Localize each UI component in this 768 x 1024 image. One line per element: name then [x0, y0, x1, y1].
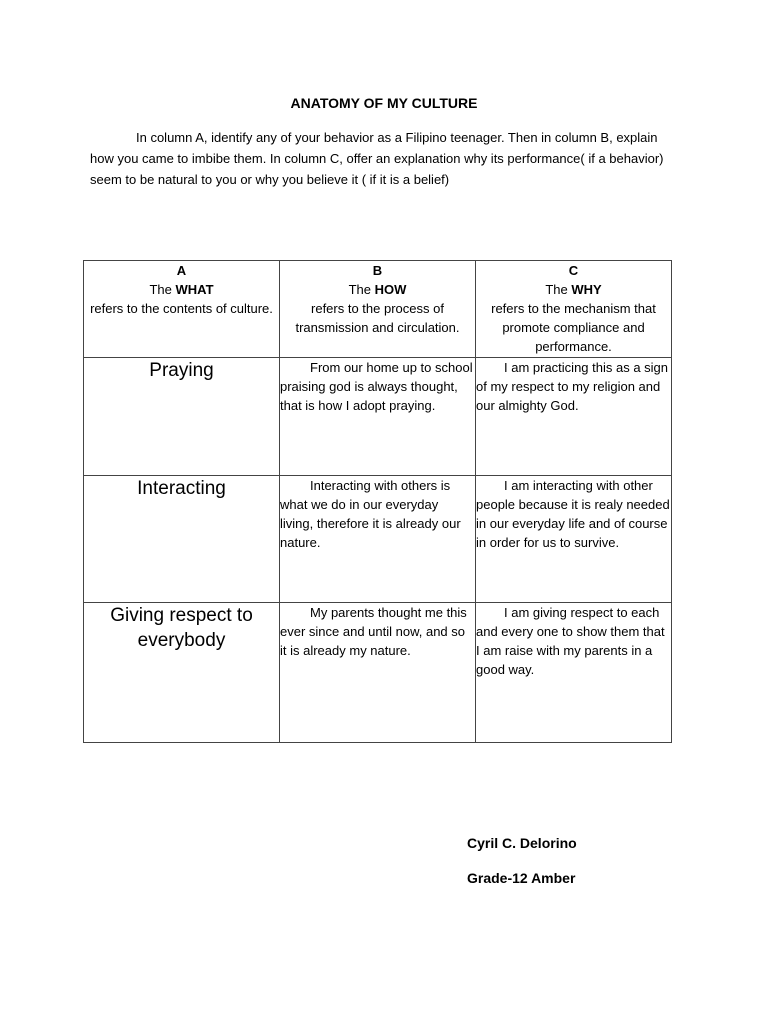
table-header-row [84, 261, 672, 358]
how-cell [280, 603, 476, 743]
why-text: I am interacting with other people because it is realy needed in our everyday life and of course in order for us to survive. [476, 478, 670, 550]
student-name: Cyril C. Delorino [467, 835, 577, 851]
what-cell: Giving respect to everybody [84, 603, 280, 743]
instructions-text: In column A, identify any of your behavior as a Filipino teenager. Then in column B, explain how you came to imbibe them. In column C, offer an explanation why its performance( if a behavior) seem to be natural to you or why you believe it ( if it is a belief) [90, 130, 664, 187]
column-keyword: WHY [571, 282, 602, 297]
header-column-a [84, 261, 280, 358]
column-letter: A [176, 263, 187, 278]
document-title: ANATOMY OF MY CULTURE [290, 95, 478, 111]
why-text: I am practicing this as a sign of my respect to my religion and our almighty God. [476, 360, 669, 413]
culture-table [83, 260, 672, 743]
how-cell [280, 476, 476, 603]
why-cell [476, 476, 672, 603]
column-description: refers to the mechanism that promote compliance and performance. [491, 301, 656, 354]
why-cell [476, 603, 672, 743]
column-keyword: HOW [374, 282, 407, 297]
table-row [84, 358, 672, 476]
what-cell: Interacting [84, 476, 280, 603]
why-text: I am giving respect to each and every one to show them that I am raise with my parents in a good way. [476, 605, 665, 677]
how-text: From our home up to school praising god is always thought, that is how I adopt praying. [280, 360, 473, 413]
column-description: refers to the contents of culture. [90, 301, 273, 316]
table-row [84, 476, 672, 603]
column-the-label: The [545, 282, 572, 297]
how-text: Interacting with others is what we do in our everyday living, therefore it is already our nature. [280, 478, 461, 550]
how-cell [280, 358, 476, 476]
column-the-label: The [348, 282, 375, 297]
header-column-c [476, 261, 672, 358]
how-text: My parents thought me this ever since and until now, and so it is already my nature. [280, 605, 467, 658]
column-the-label: The [149, 282, 176, 297]
column-letter: B [372, 263, 383, 278]
header-column-b [280, 261, 476, 358]
column-keyword: WHAT [175, 282, 214, 297]
why-cell [476, 358, 672, 476]
instructions-paragraph [90, 127, 680, 190]
column-description: refers to the process of transmission and circulation. [295, 301, 460, 335]
column-letter: C [568, 263, 579, 278]
student-grade-section: Grade-12 Amber [467, 870, 576, 886]
table-row [84, 603, 672, 743]
what-cell: Praying [84, 358, 280, 476]
